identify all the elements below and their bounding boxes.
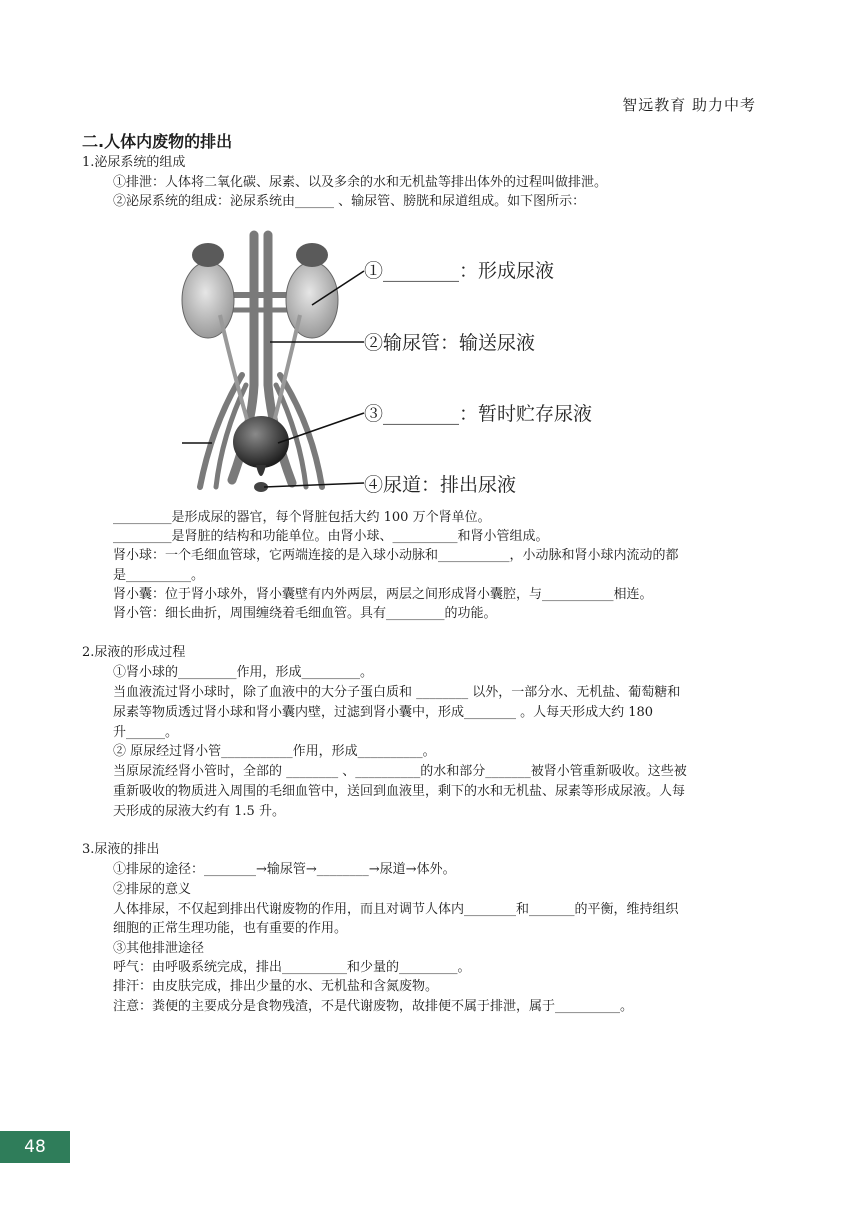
- s2-line-5: ② 原尿经过肾小管___________作用，形成__________。: [113, 744, 436, 759]
- s3-line-4: 细胞的正常生理功能，也有重要的作用。: [113, 921, 348, 936]
- s2-line-6: 当原尿流经肾小管时，全部的 ________ 、__________的水和部分_______被肾小管重新吸收。这些被: [113, 764, 687, 779]
- s3-line-6: 呼气：由呼吸系统完成，排出__________和少量的_________。: [113, 960, 471, 975]
- s3-line-5: ③其他排泄途径: [113, 941, 205, 956]
- s3-line-2: ②排尿的意义: [113, 882, 192, 897]
- s1-line-7: 肾小囊：位于肾小球外，肾小囊壁有内外两层，两层之间形成肾小囊腔，与___________相连。: [113, 587, 653, 602]
- s2-line-2: 当血液流过肾小球时，除了血液中的大分子蛋白质和 ________ 以外，一部分水、无机盐、葡萄糖和: [113, 685, 681, 700]
- s3-heading: 3.尿液的排出: [82, 842, 160, 857]
- s3-line-7: 排汗：由皮肤完成，排出少量的水、无机盐和含氮废物。: [113, 979, 439, 994]
- s3-line-1: ①排尿的途径：________→输尿管→________→尿道→体外。: [113, 862, 456, 877]
- s1-line-8: 肾小管：细长曲折，周围缠绕着毛细血管。具有_________的功能。: [113, 606, 497, 621]
- s1-heading: 1.泌尿系统的组成: [82, 155, 186, 170]
- s1-line-6: 是__________。: [113, 568, 205, 583]
- kidneys: [182, 243, 338, 338]
- s3-line-3: 人体排尿，不仅起到排出代谢废物的作用，而且对调节人体内________和_______的平衡，维持组织: [113, 902, 679, 917]
- s2-line-1: ①肾小球的_________作用，形成_________。: [113, 665, 374, 680]
- header-brand: 智远教育 助力中考: [622, 96, 756, 114]
- section-title: 二.人体内废物的排出: [82, 132, 233, 151]
- s1-line-1: ①排泄：人体将二氧化碳、尿素、以及多余的水和无机盐等排出体外的过程叫做排泄。: [113, 175, 608, 190]
- diagram-label-2: ②输尿管：输送尿液: [364, 332, 536, 354]
- urinary-system-diagram: [172, 225, 632, 505]
- s1-line-4: _________是肾脏的结构和功能单位。由肾小球、__________和肾小管组成。: [113, 529, 549, 544]
- s2-line-4: 升______。: [113, 725, 179, 740]
- bladder: [233, 416, 289, 492]
- s2-line-7: 重新吸收的物质进入周围的毛细血管中，送回到血液里，剩下的水和无机盐、尿素等形成尿液。人每: [113, 784, 686, 799]
- diagram-label-1: ①________：形成尿液: [364, 260, 555, 282]
- s1-line-5: 肾小球：一个毛细血管球，它两端连接的是入球小动脉和___________，小动脉和肾小球内流动的都: [113, 548, 679, 563]
- s1-line-3: _________是形成尿的器官，每个肾脏包括大约 100 万个肾单位。: [113, 510, 491, 525]
- diagram-label-4: ④尿道：排出尿液: [364, 474, 517, 496]
- diagram-label-3: ③________：暂时贮存尿液: [364, 403, 593, 425]
- s2-line-8: 天形成的尿液大约有 1.5 升。: [113, 804, 285, 819]
- page-number: 48: [0, 1131, 70, 1163]
- s3-line-8: 注意：粪便的主要成分是食物残渣，不是代谢废物，故排便不属于排泄，属于__________。: [113, 999, 634, 1014]
- s1-line-2: ②泌尿系统的组成：泌尿系统由______ 、输尿管、膀胱和尿道组成。如下图所示：: [113, 194, 586, 209]
- s2-heading: 2.尿液的形成过程: [82, 645, 186, 660]
- s2-line-3: 尿素等物质透过肾小球和肾小囊内壁，过滤到肾小囊中，形成________ 。人每天形成大约 180: [113, 705, 654, 720]
